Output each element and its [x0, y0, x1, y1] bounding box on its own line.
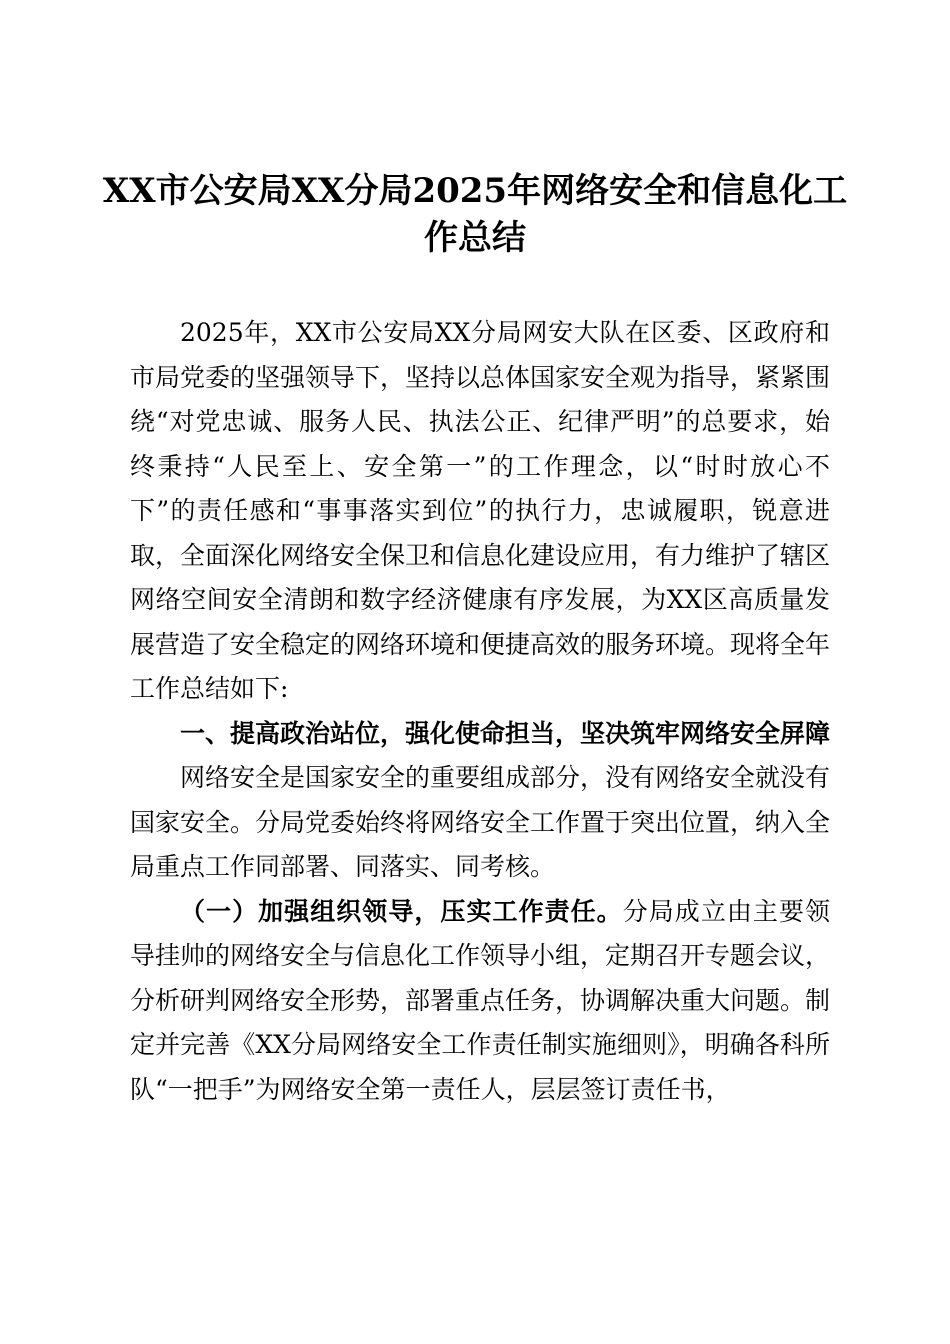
subsection-body: 分局成立由主要领导挂帅的网络安全与信息化工作领导小组，定期召开专题会议，分析研判网络安全形势，部署重点任务，协调解决重大问题。制定并完善《XX分局网络安全工作责任制实施细则》，明确各科所队“一把手”为网络安全第一责任人，层层签订责任书， [130, 896, 831, 1104]
document-body [130, 311, 830, 1112]
subsection-paragraph [130, 890, 830, 1113]
document-title: XX市公安局XX分局2025年网络安全和信息化工作总结 [102, 171, 848, 258]
intro-paragraph: 2025年，XX市公安局XX分局网安大队在区委、区政府和市局党委的坚强领导下，坚持以总体国家安全观为指导，紧紧围绕“对党忠诚、服务人民、执法公正、纪律严明”的总要求，始终秉持“人民至上、安全第一”的工作理念，以“时时放心不下”的责任感和“事事落实到位”的执行力，忠诚履职，锐意进取，全面深化网络安全保卫和信息化建设应用，有力维护了辖区网络空间安全清朗和数字经济健康有序发展，为XX区高质量发展营造了安全稳定的网络环境和便捷高效的服务环境。现将全年工作总结如下: [130, 318, 831, 703]
section-heading: 一、提高政治站位，强化使命担当，坚决筑牢网络安全屏障 [180, 718, 831, 748]
section-paragraph: 网络安全是国家安全的重要组成部分，没有网络安全就没有国家安全。分局党委始终将网络安全工作置于突出位置，纳入全局重点工作同部署、同落实、同考核。 [130, 763, 831, 881]
subsection-heading: （一）加强组织领导，压实工作责任。 [180, 896, 623, 926]
